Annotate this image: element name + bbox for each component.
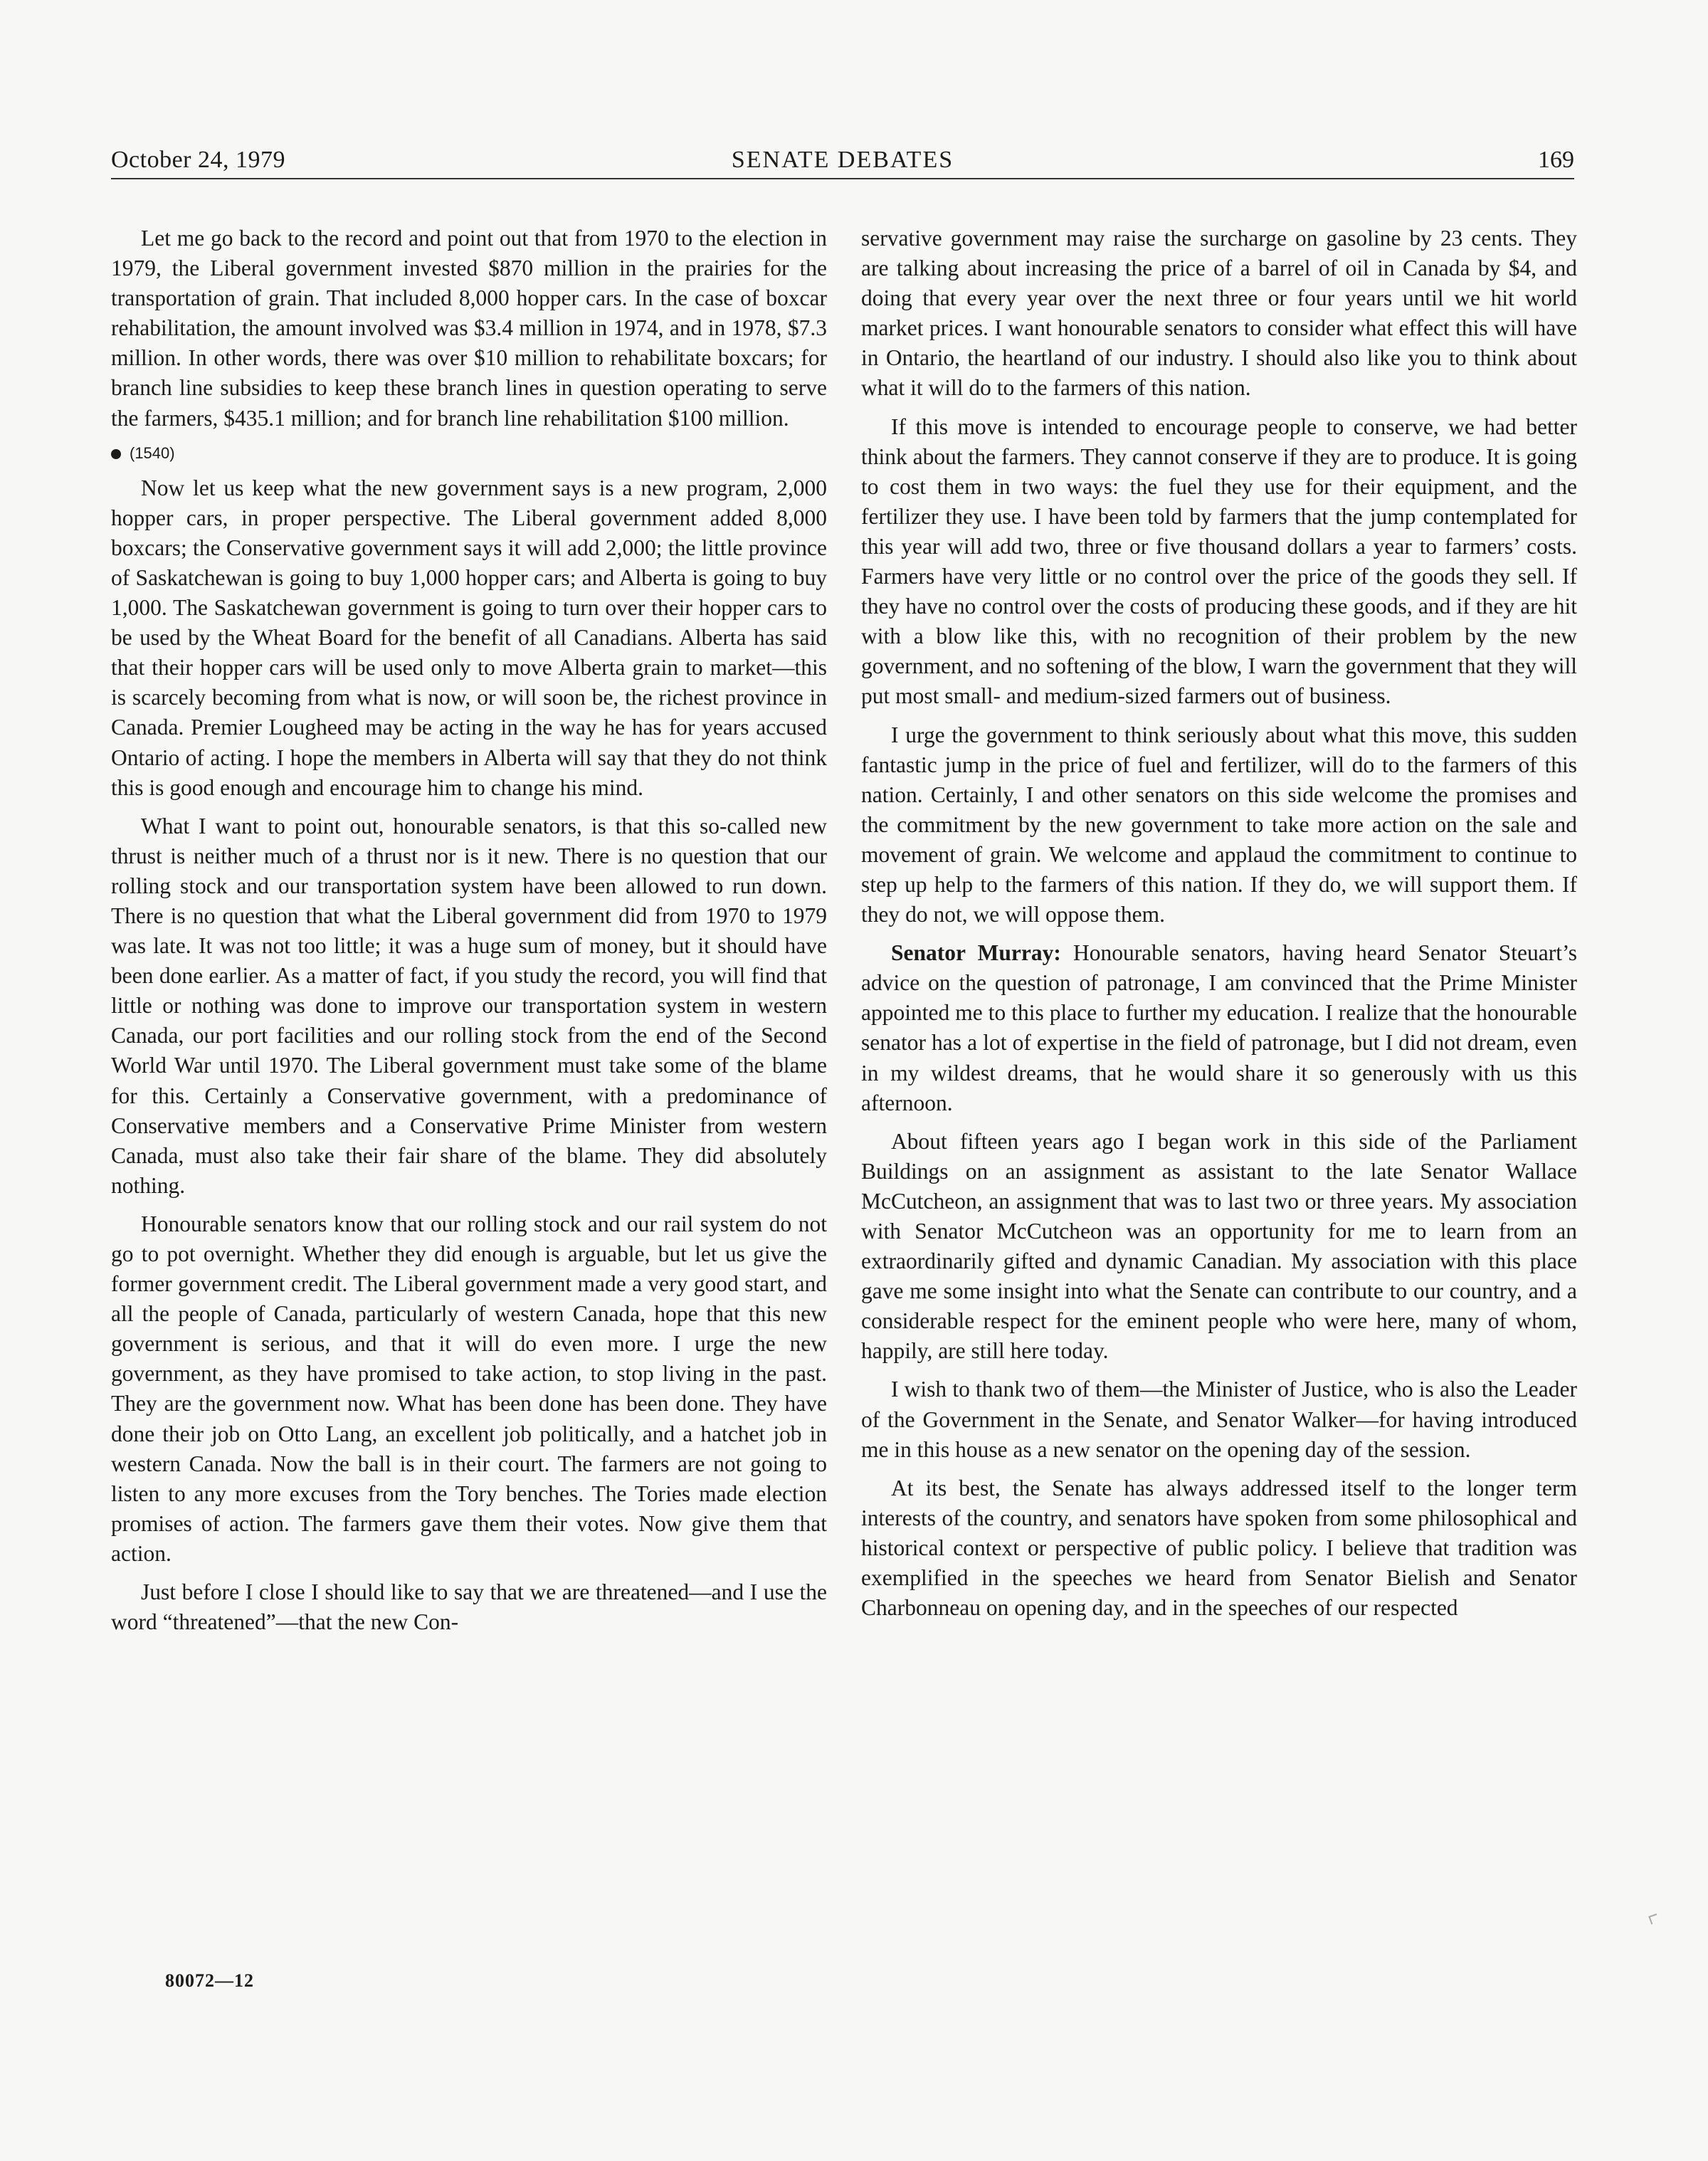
scan-mark — [1648, 1913, 1659, 1924]
footer-code: 80072—12 — [165, 1970, 254, 1991]
paragraph: About fifteen years ago I began work in this side of the Parliament Buildings on an assignment as assistant to the late Senator Wallace McCutcheon, an assignment that was to last two or three years. My association with Senator McCutcheon was an opportunity for me to learn from an extraordinarily gifted and dynamic Canadian. My association with this place gave me some insight into what the Senate can contribute to our country, and a considerable respect for the eminent people who were here, many of whom, happily, are still here today. — [861, 1128, 1577, 1364]
paragraph: I urge the government to think seriously about what this move, this sudden fantastic jump in the price of fuel and fertilizer, will do to the farmers of this nation. Certainly, I and other senators on this side welcome the promises and the commitment by the new government to take more action on the sale and movement of grain. We welcome and applaud the commitment to continue to step up help to the farmers of this nation. If they do, we will support them. If they do not, we will oppose them. — [861, 722, 1577, 927]
paragraph: Now let us keep what the new government says is a new program, 2,000 hopper cars, in proper perspective. The Liberal government added 8,000 boxcars; the Conservative government says it will add 2,000; the little province of Saskatchewan is going to buy 1,000 hopper cars; and Alberta is going to buy 1,000. The Saskatchewan government is going to turn over their hopper cars to be used by the Wheat Board for the benefit of all Canadians. Alberta has said that their hopper cars will be used only to move Alberta grain to market—this is scarcely becoming from what is now, or will soon be, the richest province in Canada. Premier Lougheed may be acting in the way he has for years accused Ontario of acting. I hope the members in Alberta will say that they do not think this is good enough and encourage him to change his mind. — [111, 475, 827, 800]
page-number: 169 — [1538, 147, 1574, 173]
header-rule — [111, 178, 1574, 179]
paragraph: Honourable senators know that our rolling stock and our rail system do not go to pot overnight. Whether they did enough is arguable, but let us give the former government credit. The Liberal government made a very good start, and all the people of Canada, particularly of western Canada, hope that this new government is serious, and that it will do even more. I urge the new government, as they have promised to take action, to stop living in the past. They are the government now. What has been done has been done. They have done their job on Otto Lang, an excellent job politically, and a hatchet job in western Canada. Now the ball is in their court. The farmers are not going to listen to any more excuses from the Tory benches. The Tories made election promises of action. The farmers gave them their votes. Now give them that action. — [111, 1211, 827, 1566]
speech-paragraph — [861, 938, 1577, 1118]
bullet-icon — [111, 449, 121, 459]
running-head — [111, 142, 1574, 178]
speech-text: Honourable senators, having heard Senator Steuart’s advice on the question of patronage, I am convinced that the Prime Minister appointed me to this place to further my education. I realize that the honourable senator has a lot of expertise in the field of patronage, but I did not dream, even in my wildest dreams, that he would share it so generously with us this afternoon. — [861, 940, 1577, 1115]
time-marker-text: (1540) — [130, 443, 175, 462]
paragraph: I wish to thank two of them—the Minister of Justice, who is also the Leader of the Government in the Senate, and Senator Walker—for having introduced me in this house as a new senator on the opening day of the session. — [861, 1377, 1577, 1462]
paragraph: What I want to point out, honourable senators, is that this so-called new thrust is neither much of a thrust nor is it new. There is no question that our rolling stock and our transportation system have been allowed to run down. There is no question that what the Liberal government did from 1970 to 1979 was late. It was not too little; it was a huge sum of money, but it should have been done earlier. As a matter of fact, if you study the record, you will find that little or nothing was done to improve our transportation system in western Canada, our port facilities and our rolling stock from the end of the Second World War until 1970. The Liberal government must take some of the blame for this. Certainly a Conservative government, with a predominance of Conservative members and a Conservative Prime Minister from western Canada, must also take their fair share of the blame. They did absolutely nothing. — [111, 813, 827, 1198]
time-marker — [111, 442, 827, 465]
right-column — [861, 224, 1577, 1631]
paragraph: Let me go back to the record and point out that from 1970 to the election in 1979, the Liberal government invested $870 million in the prairies for the transportation of grain. That included 8,000 hopper cars. In the case of boxcar rehabilitation, the amount involved was $3.4 million in 1974, and in 1978, $7.3 million. In other words, there was over $10 million to rehabilitate boxcars; for branch line subsidies to keep these branch lines in question operating to serve the farmers, $435.1 million; and for branch line rehabilitation $100 million. — [111, 226, 827, 431]
paragraph: servative government may raise the surcharge on gasoline by 23 cents. They are talking about increasing the price of a barrel of oil in Canada by $4, and doing that every year over the next three or four years until we hit world market prices. I want honourable senators to consider what effect this will have in Ontario, the heartland of our industry. I should also like you to think about what it will do to the farmers of this nation. — [861, 226, 1577, 401]
paragraph: If this move is intended to encourage people to conserve, we had better think about the farmers. They cannot conserve if they are to produce. It is going to cost them in two ways: the fuel they use for their equipment, and the fertilizer they use. I have been told by farmers that the jump contemplated for this year will add two, three or five thousand dollars a year to farmers’ costs. Farmers have very little or no control over the price of the goods they sell. If they have no control over the costs of producing these goods, and if they are hit with a blow like this, with no recognition of their problem by the new government, and no softening of the blow, I warn the government that they will put most small- and medium-sized farmers out of business. — [861, 414, 1577, 709]
left-column — [111, 224, 827, 1646]
paragraph: At its best, the Senate has always addressed itself to the longer term interests of the country, and senators have spoken from some philosophical and historical context or perspective of public policy. I believe that tradition was exemplified in the speeches we heard from Senator Bielish and Senator Charbonneau on opening day, and in the speeches of our respected — [861, 1475, 1577, 1621]
speaker-name: Senator Murray: — [891, 940, 1061, 966]
paragraph: Just before I close I should like to say that we are threatened—and I use the word “threatened”—that the new Con- — [111, 1579, 827, 1635]
header-date: October 24, 1979 — [111, 147, 286, 173]
header-title: SENATE DEBATES — [731, 147, 954, 173]
